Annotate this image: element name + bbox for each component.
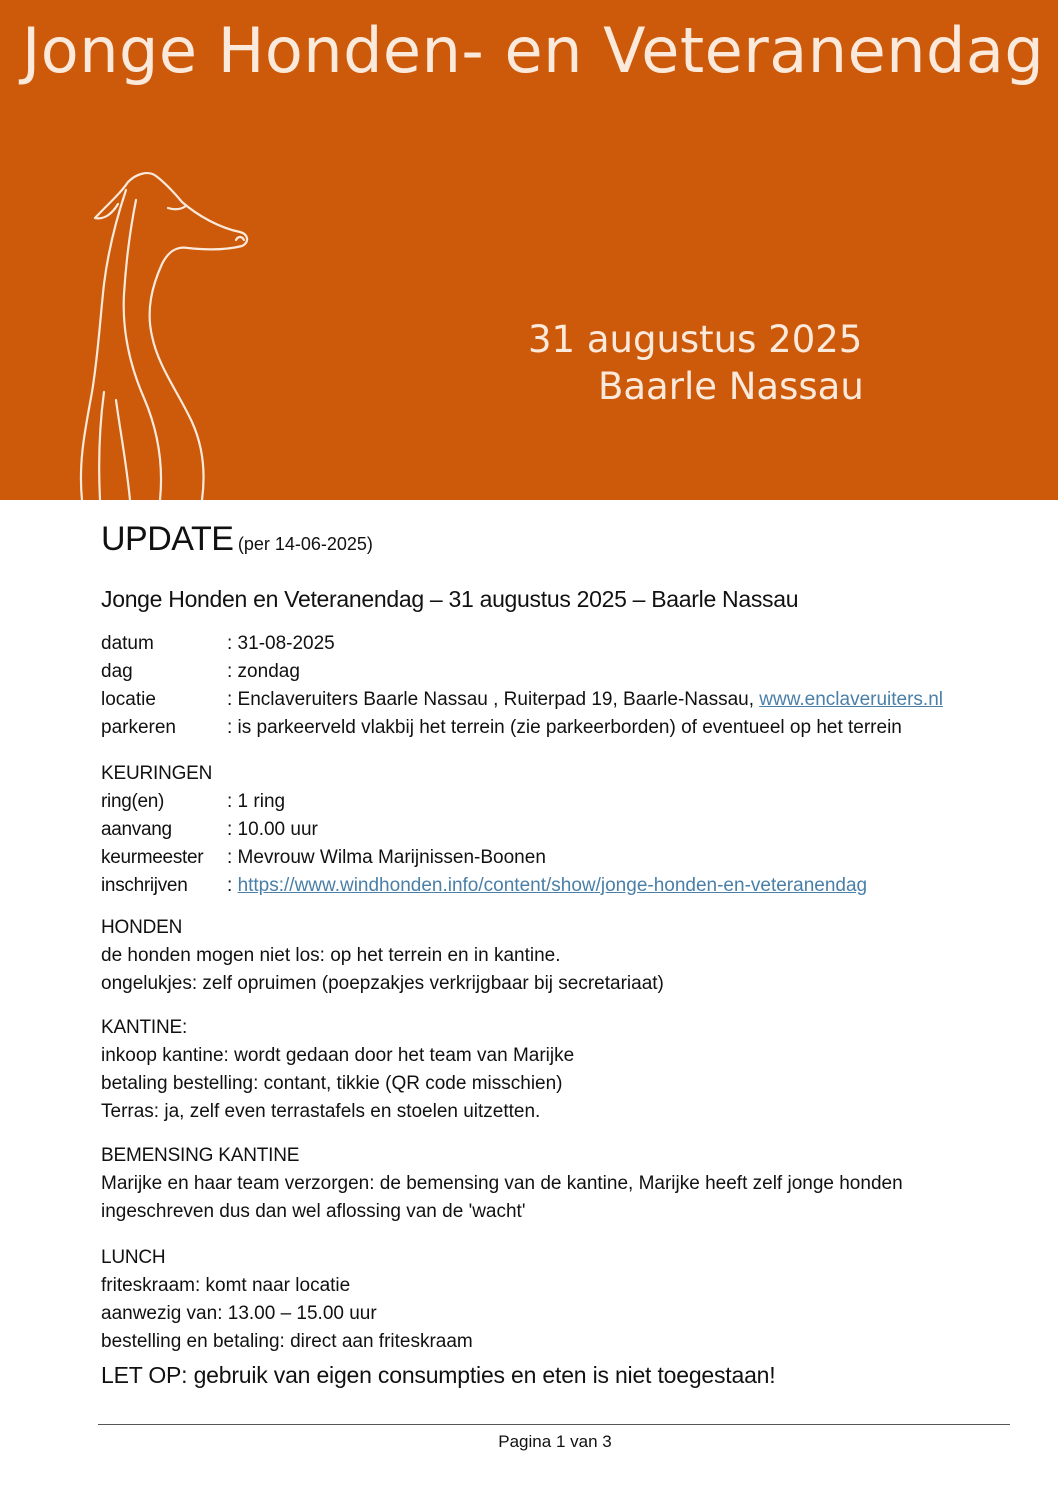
info-row-dag	[101, 658, 300, 686]
lunch-line: aanwezig van: 13.00 – 15.00 uur	[101, 1303, 377, 1324]
page-number: Pagina 1 van 3	[498, 1432, 612, 1451]
lunch-line: bestelling en betaling: direct aan friteskraam	[101, 1331, 473, 1352]
keuring-value: Mevrouw Wilma Marijnissen-Boonen	[232, 847, 546, 868]
keuring-value: 10.00 uur	[232, 819, 318, 840]
keuring-row-aanvang: aanvang : 10.00 uur	[101, 816, 318, 844]
keuringen-heading: KEURINGEN	[101, 763, 213, 784]
keuring-value: 1 ring	[232, 791, 286, 812]
keuring-label: aanvang	[101, 819, 172, 840]
keuring-row-inschrijven: inschrijven : https://www.windhonden.info/content/show/jonge-honden-en-veteranendag	[101, 872, 867, 900]
update-label: UPDATE	[101, 520, 234, 558]
info-row-parkeren	[101, 714, 902, 742]
info-value: : zondag	[227, 661, 300, 682]
total-pages: 3	[602, 1432, 612, 1451]
info-value: : is parkeerveld vlakbij het terrein (zie parkeerborden) of eventueel op het terrein	[227, 717, 902, 738]
info-label: datum	[101, 633, 154, 654]
info-label: locatie	[101, 689, 156, 710]
keuring-label: ring(en)	[101, 791, 165, 812]
keuring-row-keurmeester: keurmeester : Mevrouw Wilma Marijnissen-Boonen	[101, 844, 546, 872]
niet-los-emphasis: niet los	[259, 945, 320, 966]
bemensing-heading: BEMENSING KANTINE	[101, 1145, 300, 1166]
update-date-note: (per 14-06-2025)	[237, 534, 373, 554]
info-value: : Enclaveruiters Baarle Nassau , Ruiterpad 19, Baarle-Nassau,	[227, 689, 760, 710]
honden-line-2: ongelukjes: zelf opruimen (poepzakjes verkrijgbaar bij secretariaat)	[101, 973, 664, 994]
event-subtitle: Jonge Honden en Veteranendag – 31 augustus 2025 – Baarle Nassau	[101, 586, 799, 612]
lunch-line: friteskraam: komt naar locatie	[101, 1275, 351, 1296]
greyhound-illustration	[60, 160, 360, 500]
update-heading	[101, 520, 373, 559]
kantine-line: Terras: ja, zelf even terrastafels en stoelen uitzetten.	[101, 1101, 541, 1122]
honden-heading: HONDEN	[101, 917, 183, 938]
banner	[0, 0, 1058, 500]
bemensing-line: Marijke en haar team verzorgen: de bemensing van de kantine, Marijke heeft zelf jonge honden	[101, 1173, 903, 1194]
lunch-heading: LUNCH	[101, 1247, 166, 1268]
enclaveruiters-link[interactable]: www.enclaveruiters.nl	[759, 689, 944, 710]
banner-place: Baarle Nassau	[598, 365, 864, 408]
honden-line-1: de honden mogen niet los: op het terrein en in kantine.	[101, 945, 561, 966]
kantine-line: betaling bestelling: contant, tikkie (QR code misschien)	[101, 1073, 563, 1094]
bemensing-line: ingeschreven dus dan wel aflossing van de 'wacht'	[101, 1201, 526, 1222]
inschrijven-link[interactable]: https://www.windhonden.info/content/show/jonge-honden-en-veteranendag	[237, 875, 868, 896]
info-row-datum	[101, 630, 335, 658]
info-value: : 31-08-2025	[227, 633, 335, 654]
footer-divider	[98, 1424, 1010, 1425]
current-page: 1	[555, 1432, 566, 1451]
banner-date: 31 augustus 2025	[528, 318, 863, 361]
kantine-line: inkoop kantine: wordt gedaan door het team van Marijke	[101, 1045, 575, 1066]
info-label: dag	[101, 661, 133, 682]
info-row-locatie	[101, 686, 943, 714]
kantine-heading: KANTINE:	[101, 1017, 188, 1038]
info-label: parkeren	[101, 717, 176, 738]
keuring-row-ring: ring(en) : 1 ring	[101, 788, 285, 816]
keuring-label: inschrijven	[101, 875, 188, 896]
keuring-label: keurmeester	[101, 847, 204, 868]
let-op-notice: LET OP: gebruik van eigen consumpties en eten is niet toegestaan!	[101, 1362, 776, 1388]
banner-title: Jonge Honden- en Veteranendag	[22, 14, 1045, 87]
